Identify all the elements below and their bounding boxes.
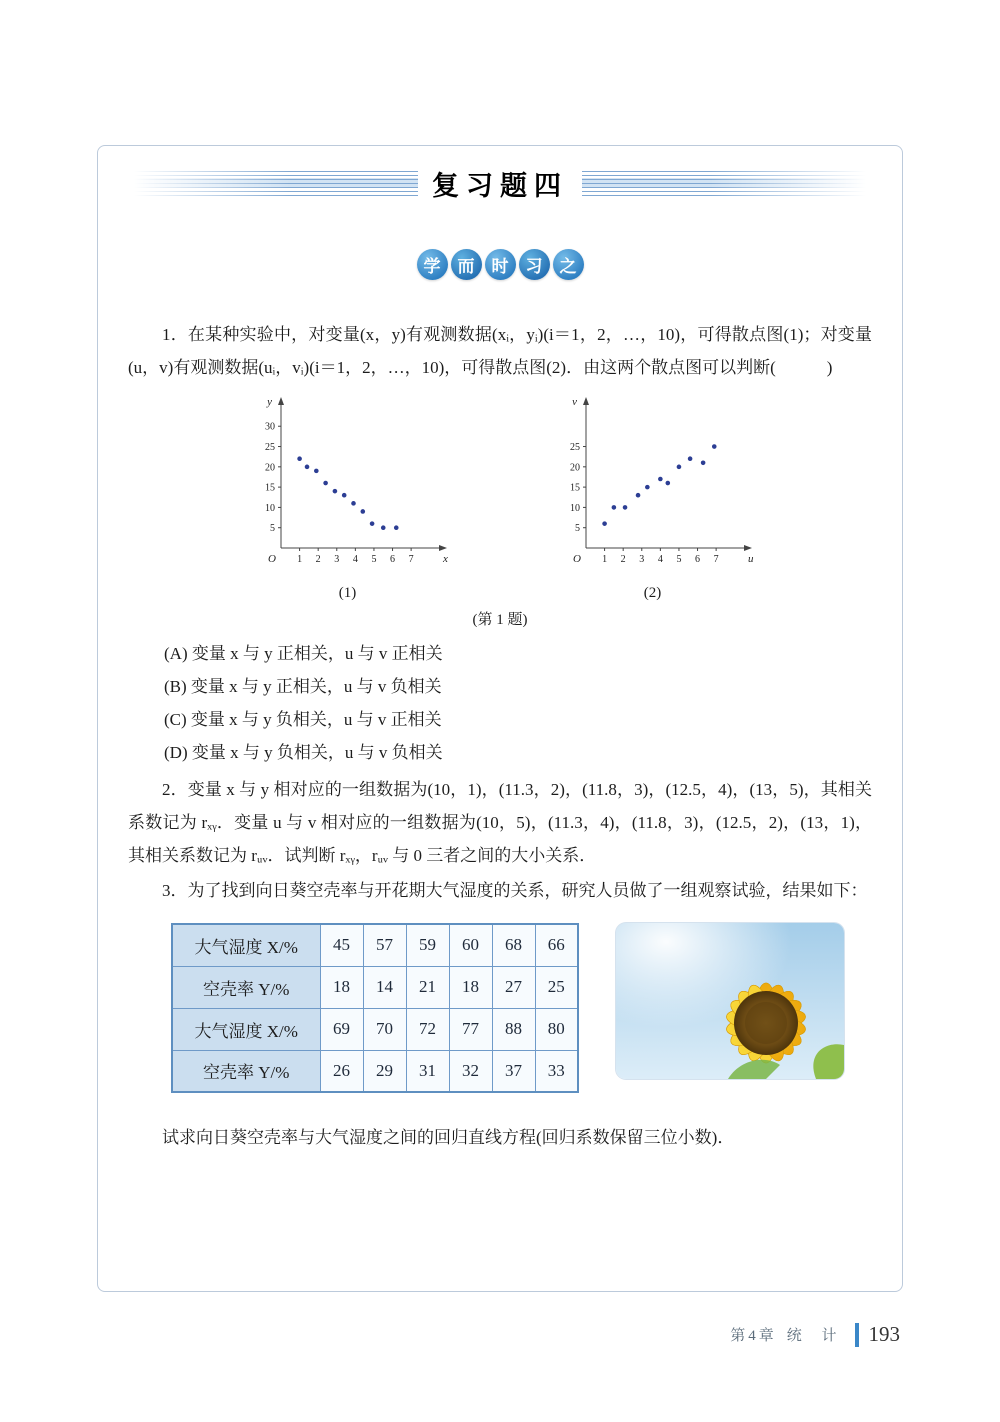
- table-cell: 68: [492, 924, 535, 966]
- chapter-label: 第4章: [730, 1328, 777, 1344]
- table-cell: 69: [320, 1008, 363, 1050]
- question-1-options: [164, 637, 872, 769]
- table-cell: 27: [492, 966, 535, 1008]
- svg-text:20: 20: [265, 462, 275, 474]
- table-cell: 57: [363, 924, 406, 966]
- question-3-text: 3．为了找到向日葵空壳率与开花期大气湿度的关系，研究人员做了一组观察试验，结果如下：: [162, 881, 868, 900]
- footer-divider: [855, 1323, 859, 1347]
- table-cell: 88: [492, 1008, 535, 1050]
- table-image-row: [171, 923, 872, 1093]
- page-title-row: [134, 164, 866, 203]
- table-cell: 26: [320, 1050, 363, 1092]
- badge-char: 时: [485, 249, 516, 280]
- badge-char: 习: [519, 249, 550, 280]
- svg-text:4: 4: [352, 554, 358, 565]
- question-1-text: 1．在某种实验中，对变量(x，y)有观测数据(xᵢ，yᵢ)(i＝1，2，…，10)，可得散点图(1)；对变量(u，v)有观测数据(uᵢ，vᵢ)(i＝1，2，…，10)，可得散点图(2)．由这两个散点图可以判断( ): [128, 325, 872, 377]
- table-row: [172, 924, 578, 966]
- table-cell: 66: [535, 924, 578, 966]
- section-badge: [128, 249, 872, 280]
- svg-text:1: 1: [602, 554, 608, 565]
- svg-text:5: 5: [676, 554, 682, 565]
- scatter-plot-2: [550, 392, 755, 578]
- table-cell: 14: [363, 966, 406, 1008]
- table-cell: 77: [449, 1008, 492, 1050]
- svg-text:15: 15: [265, 482, 275, 494]
- option-b: (B) 变量 x 与 y 正相关，u 与 v 负相关: [164, 677, 442, 696]
- sunflower-illustration: [616, 923, 844, 1079]
- svg-text:2: 2: [315, 554, 321, 565]
- table-cell: 37: [492, 1050, 535, 1092]
- sunflower-image: [616, 923, 844, 1079]
- svg-text:x: x: [443, 553, 448, 565]
- svg-text:O: O: [573, 553, 581, 565]
- option-c: (C) 变量 x 与 y 负相关，u 与 v 正相关: [164, 710, 442, 729]
- svg-text:4: 4: [657, 554, 663, 565]
- svg-text:5: 5: [575, 523, 580, 535]
- table-cell: 21: [406, 966, 449, 1008]
- table-cell: 45: [320, 924, 363, 966]
- table-cell: 33: [535, 1050, 578, 1092]
- section-label: 统 计: [786, 1328, 845, 1344]
- option-d: (D) 变量 x 与 y 负相关，u 与 v 负相关: [164, 743, 443, 762]
- row-label-cell: 空壳率 Y/%: [172, 966, 320, 1008]
- title-decoration-left: [134, 171, 418, 196]
- table-cell: 70: [363, 1008, 406, 1050]
- svg-text:25: 25: [570, 442, 580, 454]
- table-cell: 32: [449, 1050, 492, 1092]
- table-cell: 25: [535, 966, 578, 1008]
- question-3-followup: 试求向日葵空壳率与大气湿度之间的回归直线方程(回归系数保留三位小数)．: [162, 1128, 735, 1147]
- title-decoration-right: [582, 171, 866, 196]
- svg-text:10: 10: [265, 502, 275, 514]
- table-cell: 60: [449, 924, 492, 966]
- svg-text:7: 7: [408, 554, 414, 565]
- table-cell: 18: [449, 966, 492, 1008]
- table-cell: 31: [406, 1050, 449, 1092]
- svg-text:25: 25: [265, 442, 275, 454]
- svg-text:5: 5: [371, 554, 377, 565]
- svg-text:2: 2: [620, 554, 626, 565]
- badge-char: 之: [553, 249, 584, 280]
- svg-text:10: 10: [570, 502, 580, 514]
- table-row: [172, 1050, 578, 1092]
- svg-text:3: 3: [639, 554, 645, 565]
- svg-text:15: 15: [570, 482, 580, 494]
- scatter-plot-1: [245, 392, 450, 578]
- scatter-figure-1: [245, 392, 450, 602]
- svg-text:y: y: [267, 396, 272, 408]
- humidity-table: [171, 923, 579, 1093]
- table-cell: 72: [406, 1008, 449, 1050]
- table-cell: 59: [406, 924, 449, 966]
- row-label-cell: 空壳率 Y/%: [172, 1050, 320, 1092]
- svg-text:1: 1: [297, 554, 303, 565]
- badge-char: 而: [451, 249, 482, 280]
- scatter-figure-2: [550, 392, 755, 602]
- option-a: (A) 变量 x 与 y 正相关，u 与 v 正相关: [164, 644, 443, 663]
- svg-text:6: 6: [390, 554, 396, 565]
- table-cell: 18: [320, 966, 363, 1008]
- page-title: 复习题四: [432, 171, 568, 201]
- page-footer: [730, 1322, 900, 1347]
- table-cell: 29: [363, 1050, 406, 1092]
- row-label-cell: 大气湿度 X/%: [172, 924, 320, 966]
- page-number: 193: [868, 1322, 900, 1346]
- badge-char: 学: [417, 249, 448, 280]
- svg-text:7: 7: [713, 554, 719, 565]
- content-frame: [97, 145, 903, 1292]
- svg-text:30: 30: [265, 421, 275, 433]
- question-2-text: 2．变量 x 与 y 相对应的一组数据为(10，1)，(11.3，2)，(11.8，3)，(12.5，4)，(13，5)，其相关系数记为 rₓᵧ．变量 u 与 v 相对应的一组数据为(10，5)，(11.3，4)，(11.8，3)，(12.5，2)，(13，1)，其相关系数记为 rᵤᵥ．试判断 rₓᵧ，rᵤᵥ 与 0 三者之间的大小关系．: [128, 780, 872, 865]
- row-label-cell: 大气湿度 X/%: [172, 1008, 320, 1050]
- svg-text:O: O: [268, 553, 276, 565]
- table-cell: 80: [535, 1008, 578, 1050]
- svg-text:6: 6: [695, 554, 701, 565]
- scatter-plots: [128, 392, 872, 602]
- svg-text:v: v: [572, 396, 577, 408]
- table-row: [172, 966, 578, 1008]
- svg-text:3: 3: [334, 554, 340, 565]
- table-row: [172, 1008, 578, 1050]
- scatter-plot-2-label: (2): [643, 585, 662, 601]
- scatter-plot-1-label: (1): [338, 585, 357, 601]
- svg-text:u: u: [748, 553, 754, 565]
- svg-text:20: 20: [570, 462, 580, 474]
- figure-caption: (第 1 题): [472, 612, 528, 628]
- svg-text:5: 5: [270, 523, 275, 535]
